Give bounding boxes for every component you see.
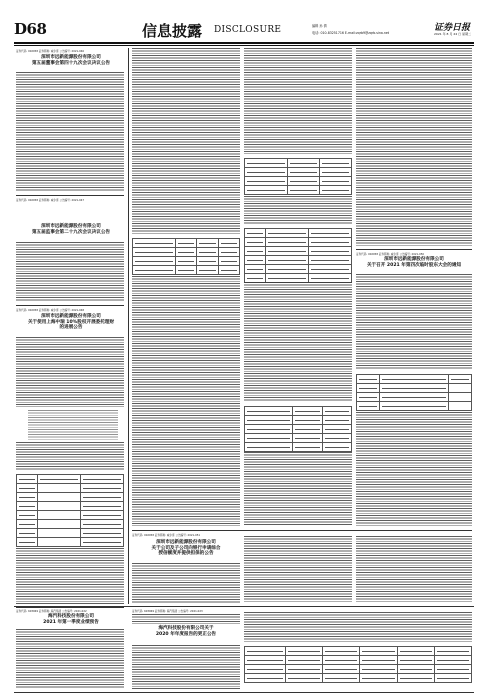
article-body: [132, 614, 240, 624]
article-code: 证券代码: 603069 证券简称: 海汽集团 公告编号: 2021-022: [16, 610, 87, 613]
article-body: [16, 442, 124, 470]
article-body: [16, 337, 124, 407]
article-code: 证券代码: 002058 证券简称: 威尔泰 公告编号: 2021-051: [132, 534, 201, 537]
article-heading: [16, 224, 126, 235]
article-code: 证券代码: 002058 证券简称: 威尔泰 公告编号: 2021-047: [16, 199, 85, 202]
bottom-rule: [14, 692, 474, 693]
article-body: [356, 274, 472, 370]
article-title: 2020 年年度报告的更正公告: [155, 631, 217, 637]
article-heading: [132, 540, 240, 557]
article-list: [28, 410, 118, 440]
article-heading: [132, 626, 240, 637]
article-title-line1: 关于使用上海中瑞 10%股权开展委托理财: [27, 319, 115, 325]
data-table: [244, 406, 352, 452]
data-table: [356, 374, 472, 411]
article-heading: [16, 314, 126, 331]
article-body: [132, 48, 240, 234]
article-code: 证券代码: 002058 证券简称: 威尔泰 公告编号: 2021-046: [16, 50, 85, 53]
header-rule-thin: [14, 45, 474, 46]
page-number: D68: [14, 20, 47, 38]
article-company: 深圳市远新能源股份有限公司: [41, 314, 101, 319]
article-body: [244, 282, 352, 402]
article-title-line2: 授信额度并提供担保的公告: [158, 551, 214, 556]
divider: [132, 530, 472, 531]
article-body: [132, 563, 240, 603]
article-heading: [16, 55, 126, 66]
data-table: [132, 238, 240, 275]
header-rule: [14, 42, 474, 44]
article-title: 2021 年第一季度业绩预告: [43, 619, 99, 625]
article-body: [244, 612, 472, 642]
divider: [14, 606, 474, 607]
article-code: 证券代码: 603069 证券简称: 海汽集团 公告编号: 2021-023: [132, 610, 203, 613]
article-body: [16, 629, 124, 689]
article-title: 关于召开 2021 年第四次临时股东大会的通知: [366, 262, 462, 268]
article-body: [356, 412, 472, 526]
article-body: [16, 242, 124, 302]
divider: [16, 607, 124, 608]
article-code: 证券代码: 002058 证券简称: 威尔泰 公告编号: 2021-048: [16, 309, 85, 312]
article-title-line2: 的进展公告: [59, 325, 83, 330]
article-title: 第五届监事会第二十九次会议决议公告: [31, 229, 111, 235]
contact-line: 电话: 010-83251716 E-mail:zqrb9@zqrb.sina.net: [312, 31, 390, 35]
data-table: [244, 158, 352, 195]
article-body: [16, 72, 124, 192]
data-table: [244, 228, 352, 283]
divider: [16, 195, 124, 196]
divider: [356, 249, 472, 250]
article-company: 海汽科技股份有限公司: [48, 614, 94, 619]
article-body: [356, 536, 472, 602]
article-company: 深圳市远新能源股份有限公司: [156, 540, 216, 545]
article-company: 海汽科技股份有限公司关于: [158, 626, 214, 631]
article-body: [244, 48, 352, 154]
article-heading: [16, 614, 126, 625]
article-body: [132, 276, 240, 526]
divider: [16, 305, 124, 306]
article-body: [16, 548, 124, 604]
masthead-logo: 证券日报: [434, 23, 471, 33]
article-company: 深圳市远新能源股份有限公司: [41, 224, 101, 229]
article-body: [244, 196, 352, 224]
article-company: 深圳市远新能源股份有限公司: [41, 55, 101, 60]
article-body: [356, 48, 472, 246]
section-title-en: DISCLOSURE: [214, 25, 282, 35]
article-heading: [356, 257, 472, 268]
article-body: [244, 536, 352, 602]
section-title: 信息披露: [142, 22, 203, 40]
page-header: [14, 20, 474, 42]
article-body: [132, 645, 240, 689]
data-table: [16, 474, 124, 547]
article-company: 深圳市远新能源股份有限公司: [384, 257, 444, 262]
data-table: [244, 646, 472, 683]
article-body: [244, 452, 352, 526]
editor-line: 编辑 孙 倩: [312, 24, 327, 28]
column-divider: [128, 48, 129, 604]
article-code: 证券代码: 002058 证券简称: 威尔泰 公告编号: 2021-050: [356, 253, 425, 256]
issue-date: 2021 年 8 月 24 日 星期二: [434, 32, 472, 36]
article-title-line1: 关于公司及子公司向银行申请综合: [151, 545, 221, 551]
article-title: 第五届董事会第四十九次会议决议公告: [31, 60, 111, 66]
